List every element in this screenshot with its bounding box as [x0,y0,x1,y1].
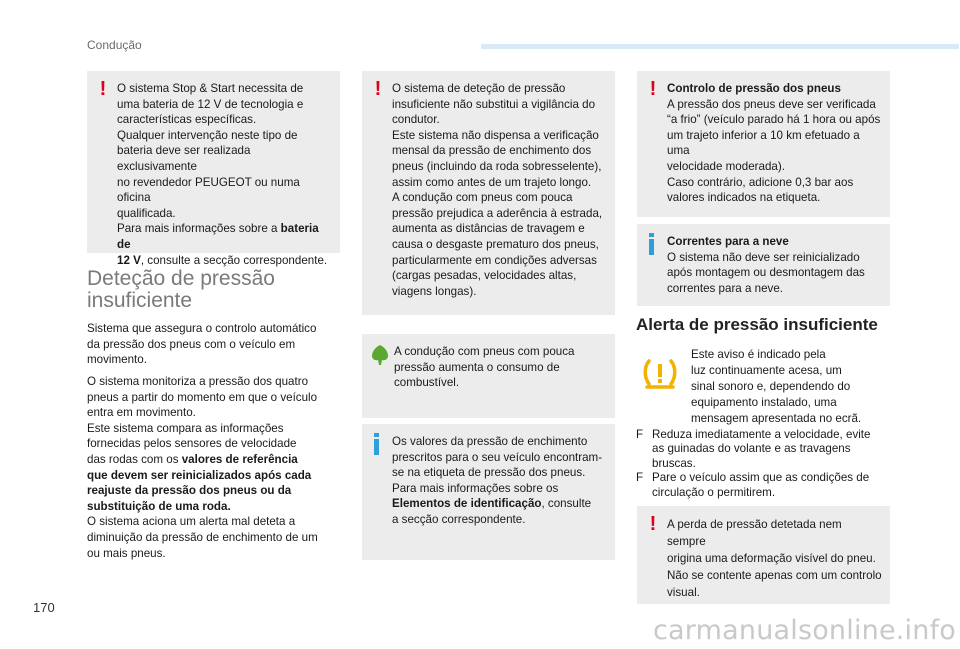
warning-line: uma bateria de 12 V de tecnologia e [117,97,304,111]
list-item: F Pare o veículo assim que as condições de circulação o permitirem. [636,471,870,499]
section-title-pressure-detection: Deteção de pressão insuficiente [87,267,275,312]
warning-line: 12 V, consulte a secção correspondente. [117,253,328,267]
eco-note-box: A condução com pneus com pouca pressão aumenta o consumo de combustível. [362,334,615,418]
list-item: F Reduza imediatamente a velocidade, evite as guinadas do volante e as travagens bruscas. [636,428,871,470]
tyre-pressure-warning-icon [641,357,679,391]
warning-line: Para mais informações sobre a bateria de [117,222,319,251]
warning-line: no revendedor PEUGEOT ou numa oficina [117,175,300,205]
action-list [636,428,896,500]
battery-warning-box [87,71,340,267]
paragraph-intro: Sistema que assegura o controlo automático da pressão dos pneus com o veículo em movimento. [87,322,317,367]
warning-line: características específicas. [117,113,257,127]
identification-info-box: Os valores da pressão de enchimento prescritos para o seu veículo encontram- se na etiqueta de pressão dos pneus. Para mais informações sobre os Elementos de identificação, consulte a secção correspondente. [362,424,615,560]
vigilance-warning-box: ! O sistema de deteção de pressão insuficiente não substitui a vigilância do condutor. Este sistema não dispensa a verificação mensal da pressão de enchimento dos pneus (incluindo da roda sobresselente), assim como antes de um trajeto longo. A condução com pneus com pouca pressão prejudica a aderência à estrada, aumenta as distâncias de travagem e causa o desgaste prematuro dos pneus, particularmente em condições adversas (cargas pesadas, velocidades altas, viagens longas). [362,71,615,315]
section-title-pressure-alert: Alerta de pressão insuficiente [636,315,878,334]
warning-exclamation-icon: ! [99,78,107,100]
info-icon [645,233,661,255]
deformation-warning-box: ! A perda de pressão detetada nem sempre origina uma deformação visível do pneu. Não se contente apenas com um controlo visual. [637,506,890,604]
warning-exclamation-icon: ! [374,78,382,100]
chapter-label: Condução [87,38,142,52]
warning-line: Qualquer intervenção neste tipo de [117,128,298,142]
page-number: 170 [33,600,55,615]
pressure-check-warning-box: ! Controlo de pressão dos pneus A pressão dos pneus deve ser verificada “a frio” (veículo parado há 1 hora ou após um trajeto inferior a 10 km efetuado a uma velocidade moderada). Caso contrário, adicione 0,3 bar aos valores indicados na etiqueta. [637,71,890,217]
leaf-eco-icon [370,344,390,366]
warning-exclamation-icon: ! [649,513,657,535]
warning-line: bateria deve ser realizada exclusivamente [117,144,251,173]
warning-line: qualificada. [117,206,176,220]
alert-description: Este aviso é indicado pela luz continuamente acesa, um sinal sonoro e, dependendo do equipamento instalado, uma mensagem apresentada no ecrã. [691,348,862,425]
watermark: carmanualsonline.info [653,615,956,646]
header-bar [481,44,959,49]
warning-line: O sistema Stop & Start necessita de [117,82,304,95]
snow-chains-info-box: Correntes para a neve O sistema não deve ser reinicializado após montagem ou desmontagem das correntes para a neve. [637,224,890,306]
paragraph-monitoring: O sistema monitoriza a pressão dos quatro pneus a partir do momento em que o veículo entra em movimento. Este sistema compara as informações fornecidas pelos sensores de velocidade das rodas com os valores de referência que devem ser reinicializados após cada reajuste da pressão dos pneus ou da substituição de uma roda. O sistema aciona um alerta mal deteta a diminuição da pressão de enchimento de um ou mais pneus. [87,375,318,560]
info-icon [370,433,386,455]
warning-exclamation-icon: ! [649,78,657,100]
